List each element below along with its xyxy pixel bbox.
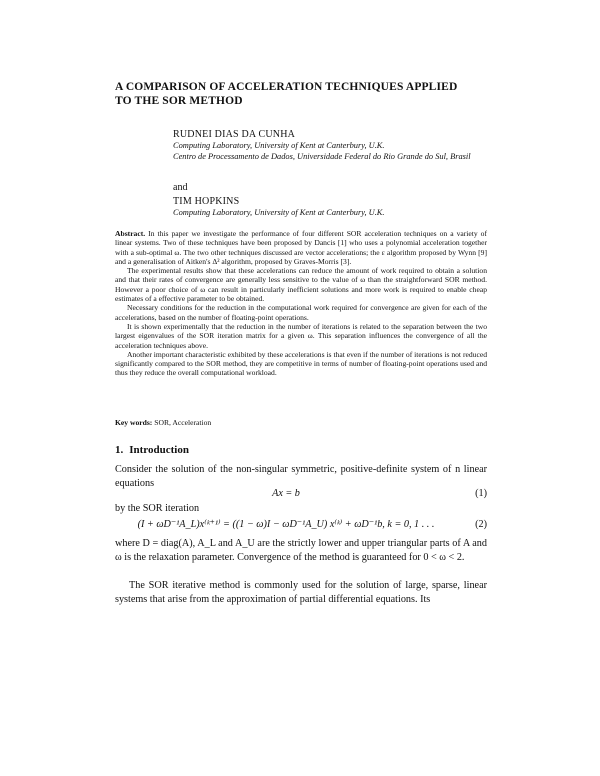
section-number: 1.	[115, 444, 124, 456]
abstract-paragraph-1	[115, 229, 487, 266]
keywords	[115, 418, 211, 427]
abstract-paragraph-2: The experimental results show that these accelerations can reduce the amount of work required to obtain a solution and that their rates of convergence are generally less sensitive to the value of ω than the straightforward SOR method. However a poor choice of ω can result in particularly inefficient solutions and more work is required to enable cheap estimates of a effective parameter to be obtained.	[115, 266, 487, 304]
section-title: Introduction	[129, 444, 189, 456]
title-line-2: TO THE SOR METHOD	[115, 95, 243, 107]
section-heading	[115, 444, 189, 456]
equation-1	[115, 488, 487, 503]
author-conjunction: and	[173, 182, 188, 193]
keywords-value: SOR, Acceleration	[154, 418, 212, 427]
equation-1-number: (1)	[475, 488, 487, 499]
equation-2-number: (2)	[475, 519, 487, 530]
where-paragraph: where D = diag(A), A_L and A_U are the strictly lower and upper triangular parts of A and ω is the relaxation parameter. Convergence of the method is guaranteed for 0 < ω < 2.	[115, 538, 487, 563]
author-affiliation-2: Computing Laboratory, University of Kent at Canterbury, U.K.	[173, 208, 385, 217]
intro-paragraph: Consider the solution of the non-singular symmetric, positive-definite system of n linear equations	[115, 464, 487, 489]
paper-title	[115, 80, 515, 108]
equation-2	[115, 519, 487, 534]
author-name-2: TIM HOPKINS	[173, 196, 240, 207]
equation-1-body: Ax = b	[272, 488, 300, 499]
sor-iteration-text: by the SOR iteration	[115, 503, 200, 514]
abstract	[115, 229, 487, 378]
title-line-1: A COMPARISON OF ACCELERATION TECHNIQUES APPLIED	[115, 81, 458, 93]
abstract-paragraph-4: It is shown experimentally that the reduction in the number of iterations is related to the separation between the two largest eigenvalues of the SOR iteration matrix for a given ω. This separation influences the convergence of all the acceleration techniques above.	[115, 321, 487, 350]
abstract-paragraph-3: Necessary conditions for the reduction in the computational work required for convergence are given for each of the accelerations, based on the number of floating-point operations.	[115, 303, 487, 322]
author-affiliation-1b: Centro de Processamento de Dados, Universidade Federal do Rio Grande do Sul, Brasil	[173, 152, 471, 161]
abstract-heading: Abstract.	[115, 229, 146, 238]
equation-2-body: (I + ωD⁻¹A_L)x⁽ᵏ⁺¹⁾ = ((1 − ω)I − ωD⁻¹A_U) x⁽ᵏ⁾ + ωD⁻¹b, k = 0, 1 . . .	[137, 519, 435, 530]
sor-paragraph: The SOR iterative method is commonly used for the solution of large, sparse, linear systems that arise from the approximation of partial differential equations. Its	[115, 580, 487, 605]
abstract-paragraph-5: Another important characteristic exhibited by these accelerations is that even if the number of iterations is not reduced significantly compared to the SOR method, they are competitive in terms of number of floating-point operations used and thus they reduce the overall computational workload.	[115, 349, 487, 378]
author-name-1: RUDNEI DIAS DA CUNHA	[173, 129, 296, 140]
keywords-heading: Key words:	[115, 418, 153, 427]
abstract-text-1: In this paper we investigate the performance of four different SOR acceleration techniques on a variety of linear systems. Two of these techniques have been proposed by Dancis [1] who uses a polynomial acceleration together with a sub-optimal ω. The two other techniques discussed are vector accelerations; the ε algorithm proposed by Wynn [9] and a generalisation of Aitken's Δ² algorithm, proposed by Graves-Morris [3].	[115, 229, 488, 266]
author-affiliation-1a: Computing Laboratory, University of Kent at Canterbury, U.K.	[173, 141, 385, 150]
